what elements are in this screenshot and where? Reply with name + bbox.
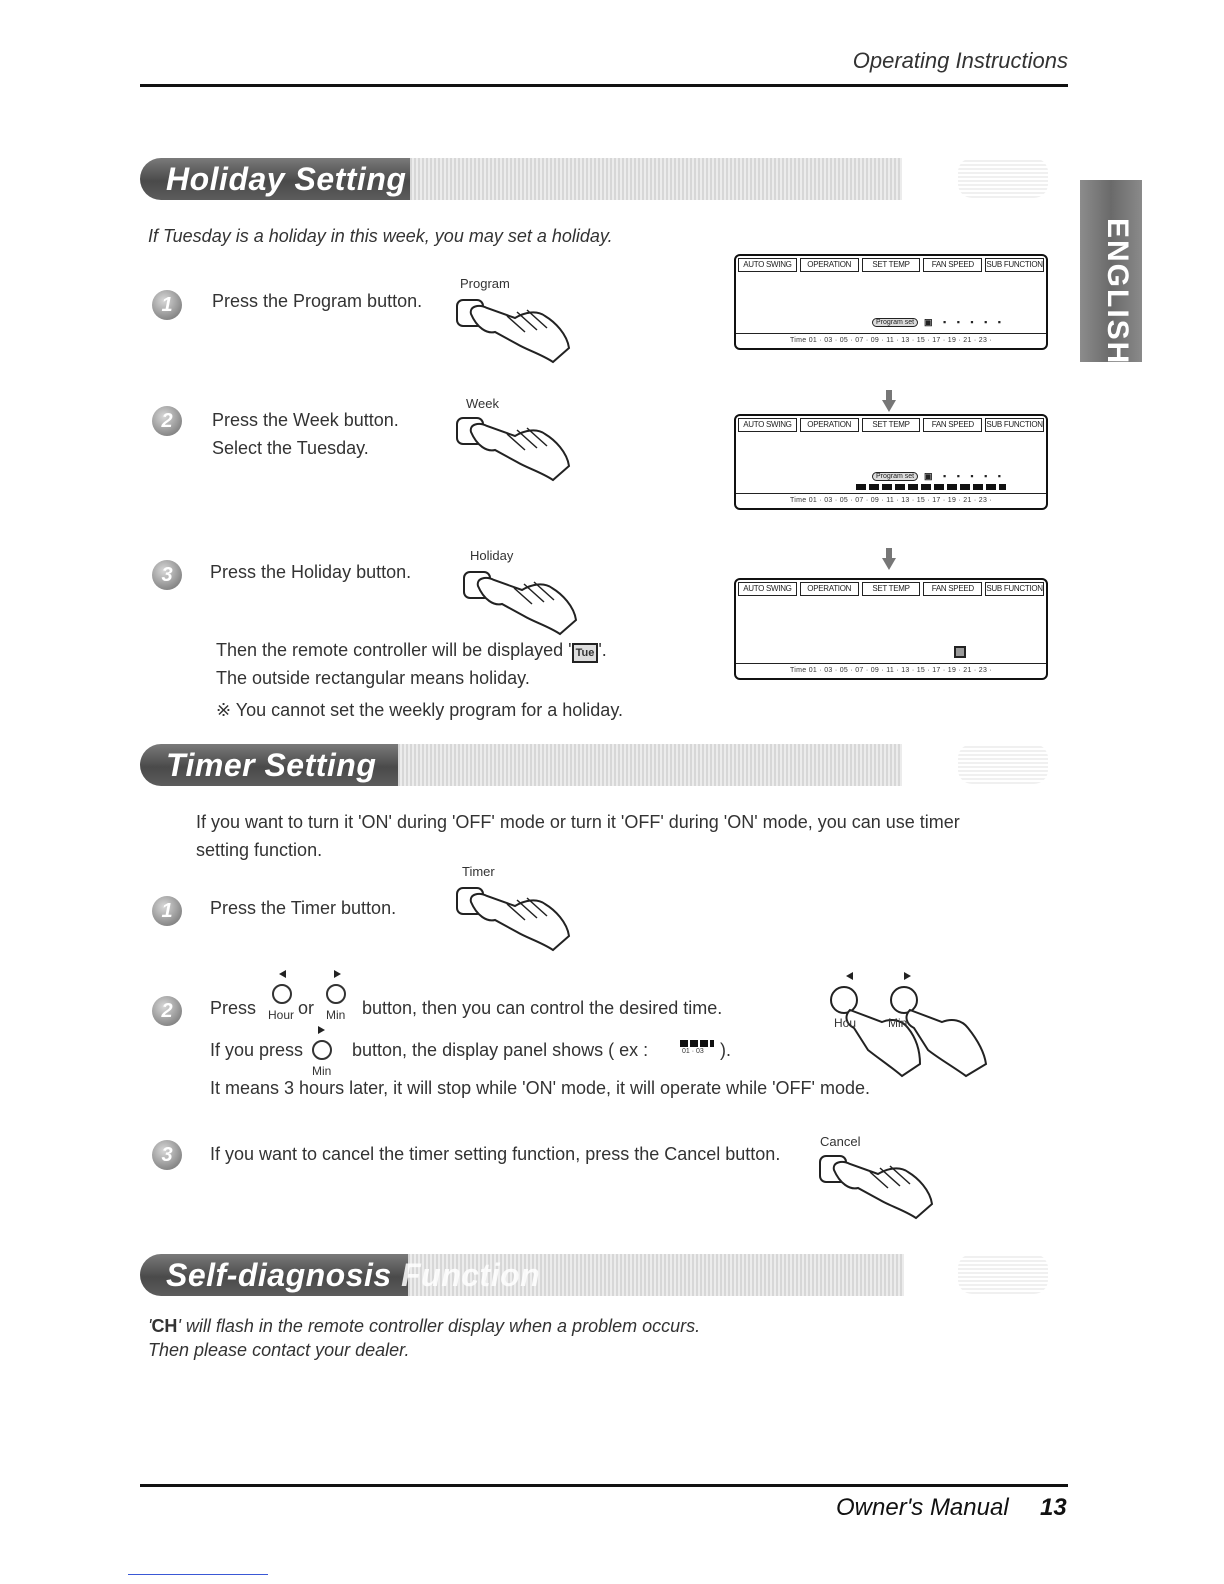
selfdiag-title <box>166 1257 540 1294</box>
panel-tab: SET TEMP <box>862 582 921 596</box>
panel-tab: SET TEMP <box>862 258 921 272</box>
program-button-hand-icon <box>455 292 575 364</box>
panel-tab: FAN SPEED <box>923 258 982 272</box>
timer-step2-close: ). <box>720 1040 731 1060</box>
step-number-1: 1 <box>152 290 182 320</box>
selfdiag-banner <box>140 1254 904 1296</box>
selfdiag-title-a: Self-diagnosis <box>166 1257 392 1293</box>
hand-hour-label: Hou <box>834 1016 857 1030</box>
footer-rule <box>140 1484 1068 1487</box>
banner-decoration <box>958 1254 1048 1294</box>
panel-tab: SET TEMP <box>862 418 921 432</box>
selfdiag-title-b: Function <box>401 1257 541 1293</box>
holiday-step2-line2: Select the Tuesday. <box>212 438 369 458</box>
note-display-text-b: '. <box>598 640 607 660</box>
min-label: Min <box>326 1008 346 1022</box>
hand-min-label: Min <box>888 1016 908 1030</box>
hour-min-hands-icon <box>828 984 992 1080</box>
page-number: 13 <box>1040 1494 1067 1521</box>
panel-tab: AUTO SWING <box>738 418 797 432</box>
program-button-label: Program <box>460 276 510 291</box>
holiday-step3-text: Press the Holiday button. <box>210 562 412 582</box>
program-set-badge: Program set <box>872 472 918 481</box>
cancel-button-hand-icon <box>818 1148 938 1220</box>
panel-tab: OPERATION <box>800 258 859 272</box>
header-rule <box>140 84 1068 87</box>
holiday-button-label: Holiday <box>470 548 514 563</box>
holiday-note-weekly: ※ You cannot set the weekly program for a holiday. <box>216 700 623 720</box>
min-button <box>312 1040 332 1060</box>
timer-example-bars <box>680 1040 714 1047</box>
timer-button-hand-icon <box>455 880 575 952</box>
error-code-ch: CH <box>151 1316 178 1336</box>
week-button-hand-icon <box>455 410 575 482</box>
timer-step2-line3: It means 3 hours later, it will stop while 'ON' mode, it will operate while 'OFF' mode. <box>210 1078 870 1098</box>
right-arrow-icon <box>334 970 341 978</box>
left-arrow-icon <box>279 970 286 978</box>
timer-intro-line1: If you want to turn it 'ON' during 'OFF' mode or turn it 'OFF' during 'ON' mode, you can use timer <box>196 812 960 832</box>
week-button-label: Week <box>466 396 499 411</box>
selfdiag-line1: 'CH' will flash in the remote controller display when a problem occurs. <box>148 1316 701 1336</box>
holiday-intro: If Tuesday is a holiday in this week, you may set a holiday. <box>148 226 613 246</box>
panel-tab: OPERATION <box>800 418 859 432</box>
language-label: ENGLISH <box>1101 218 1134 366</box>
arrow-down-icon <box>882 390 896 412</box>
timer-setting-title: Timer Setting <box>166 747 377 783</box>
bottom-link-line <box>128 1574 268 1575</box>
week-day-marks: ▣ ▪ ▪ ▪ ▪ ▪ <box>924 471 1005 481</box>
hour-button <box>272 984 292 1004</box>
step-number-3: 3 <box>152 1140 182 1170</box>
timer-step2-ifyoupress: If you press <box>210 1040 304 1060</box>
timer-step2-line1: button, then you can control the desired time. <box>362 998 723 1018</box>
panel-tab: OPERATION <box>800 582 859 596</box>
week-day-marks: ▣ ▪ ▪ ▪ ▪ ▪ <box>924 317 1005 327</box>
holiday-step2-line1: Press the Week button. <box>212 410 399 430</box>
language-side-tab <box>1080 180 1142 366</box>
panel-tab: AUTO SWING <box>738 582 797 596</box>
timer-step2-or: or <box>298 998 315 1018</box>
tue-holiday-icon: Tue <box>572 643 599 663</box>
timer-setting-banner <box>140 744 902 786</box>
holiday-setting-banner <box>140 158 902 200</box>
panel-tab: FAN SPEED <box>923 418 982 432</box>
right-arrow-icon <box>904 972 911 980</box>
step-number-1: 1 <box>152 896 182 926</box>
step-number-2: 2 <box>152 996 182 1026</box>
right-arrow-icon <box>318 1026 325 1034</box>
arrow-down-icon <box>882 548 896 570</box>
timer-step3-text: If you want to cancel the timer setting function, press the Cancel button. <box>210 1144 781 1164</box>
display-panel-step2 <box>734 414 1048 510</box>
step-number-2: 2 <box>152 406 182 436</box>
holiday-setting-title: Holiday Setting <box>166 161 407 197</box>
panel-tab: SUB FUNCTION <box>985 418 1044 432</box>
min-button <box>326 984 346 1004</box>
banner-decoration <box>958 744 1048 784</box>
holiday-step1-text: Press the Program button. <box>212 291 423 311</box>
panel-tab: FAN SPEED <box>923 582 982 596</box>
hour-label: Hour <box>268 1008 295 1022</box>
cancel-button-label: Cancel <box>820 1134 861 1149</box>
display-panel-step3 <box>734 578 1048 680</box>
left-arrow-icon <box>846 972 853 980</box>
display-panel-step1 <box>734 254 1048 350</box>
panel-timeline: Time 01 · 03 · 05 · 07 · 09 · 11 · 13 · 15 · 17 · 19 · 21 · 23 · <box>789 667 993 674</box>
holiday-note-rectangular: The outside rectangular means holiday. <box>216 668 530 688</box>
banner-decoration <box>958 158 1048 198</box>
holiday-mark-icon <box>954 646 966 658</box>
timer-button-label: Timer <box>462 864 495 879</box>
timer-step1-text: Press the Timer button. <box>210 898 397 918</box>
timer-intro-line2: setting function. <box>196 840 323 860</box>
panel-tab: SUB FUNCTION <box>985 258 1044 272</box>
panel-timeline: Time 01 · 03 · 05 · 07 · 09 · 11 · 13 · 15 · 17 · 19 · 21 · 23 · <box>789 337 993 344</box>
panel-tab: SUB FUNCTION <box>985 582 1044 596</box>
holiday-button-hand-icon <box>462 564 582 636</box>
running-header: Operating Instructions <box>852 48 1068 73</box>
note-display-text-a: Then the remote controller will be displayed ' <box>216 640 572 660</box>
timer-step2-press: Press <box>210 998 257 1018</box>
min-label: Min <box>312 1064 332 1078</box>
step-number-3: 3 <box>152 560 182 590</box>
panel-timeline: Time 01 · 03 · 05 · 07 · 09 · 11 · 13 · 15 · 17 · 19 · 21 · 23 · <box>789 497 993 504</box>
timer-step2-line2: button, the display panel shows ( ex : <box>352 1040 649 1060</box>
selfdiag-line1-text: ' will flash in the remote controller display when a problem occurs. <box>177 1316 701 1336</box>
program-set-badge: Program set <box>872 318 918 327</box>
panel-tab: AUTO SWING <box>738 258 797 272</box>
footer-title: Owner's Manual <box>836 1494 1009 1521</box>
program-bars <box>856 484 1006 490</box>
selfdiag-line2: Then please contact your dealer. <box>148 1340 410 1360</box>
timer-example-digits: 01 · 03 <box>682 1048 704 1055</box>
holiday-note-display <box>216 636 607 664</box>
